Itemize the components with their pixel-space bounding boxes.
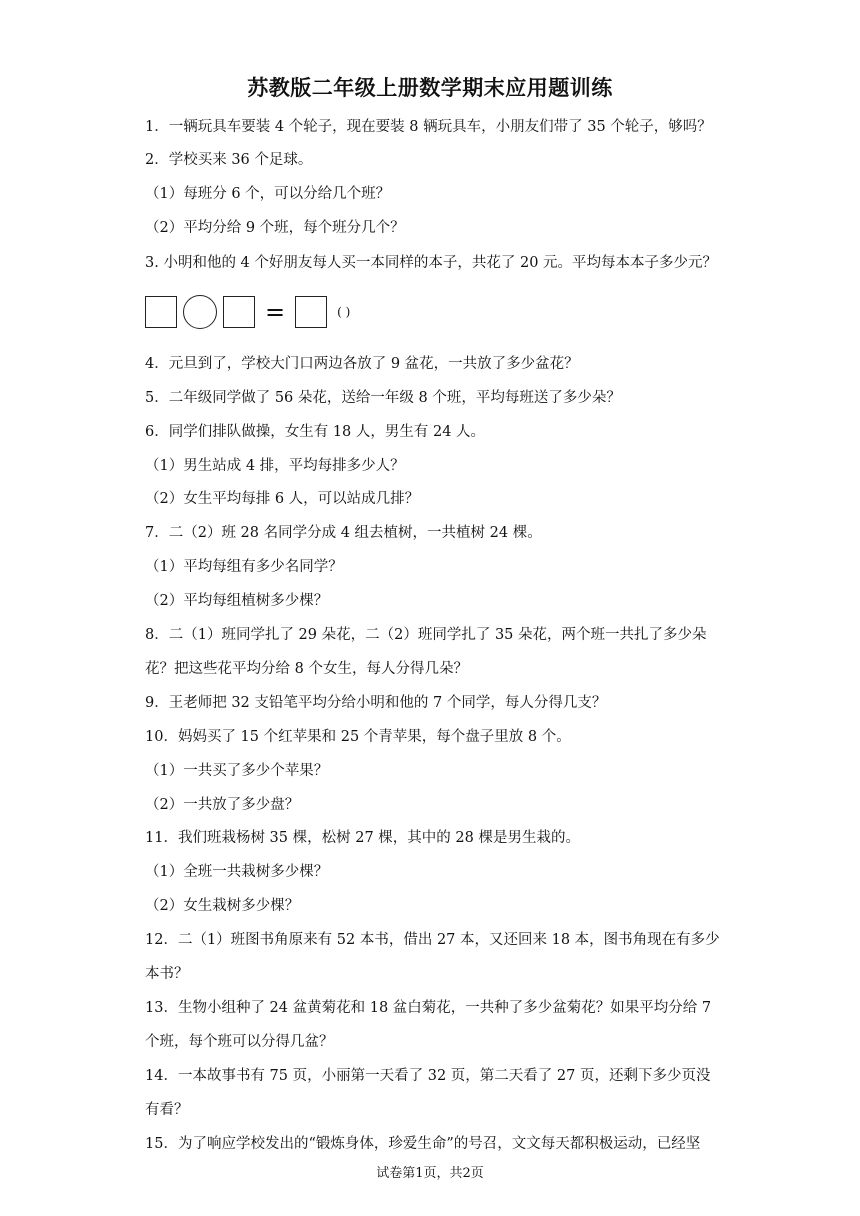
question-14-cont: 有看？ [145, 1102, 189, 1118]
question-2-part-2: （2）平均分给 9 个班，每个班分几个？ [145, 220, 405, 236]
question-11: 11．我们班栽杨树 35 棵，松树 27 棵，其中的 28 棵是男生栽的。 [145, 830, 580, 846]
question-6-part-1: （1）男生站成 4 排，平均每排多少人？ [145, 458, 405, 474]
question-4: 4．元旦到了，学校大门口两边各放了 9 盆花，一共放了多少盆花？ [145, 356, 579, 372]
answer-box[interactable] [145, 296, 177, 328]
equals-sign: = [265, 298, 286, 326]
question-2: 2．学校买来 36 个足球。 [145, 152, 313, 168]
unit-parentheses: ( ) [337, 305, 351, 319]
question-8-cont: 花？把这些花平均分给 8 个女生，每人分得几朵？ [145, 661, 468, 677]
question-2-part-1: （1）每班分 6 个，可以分给几个班？ [145, 186, 391, 202]
question-6: 6．同学们排队做操，女生有 18 人，男生有 24 人。 [145, 424, 486, 440]
page-footer: 试卷第1页，共2页 [376, 1166, 484, 1181]
question-10: 10．妈妈买了 15 个红苹果和 25 个青苹果，每个盘子里放 8 个。 [145, 729, 571, 745]
question-15: 15．为了响应学校发出的“锻炼身体，珍爱生命”的号召，文文每天都积极运动，已经坚 [145, 1136, 701, 1152]
question-7-part-1: （1）平均每组有多少名同学？ [145, 559, 343, 575]
question-3: 3. 小明和他的 4 个好朋友每人买一本同样的本子，共花了 20 元。平均每本本子多少元？ [145, 255, 718, 271]
equation-template [145, 294, 350, 330]
operator-circle[interactable] [183, 295, 217, 329]
question-10-part-2: （2）一共放了多少盘？ [145, 797, 300, 813]
question-14: 14．一本故事书有 75 页，小丽第一天看了 32 页，第二天看了 27 页，还剩下多少页没 [145, 1068, 711, 1084]
question-13-cont: 个班，每个班可以分得几盆？ [145, 1034, 334, 1050]
page-title: 苏教版二年级上册数学期末应用题训练 [247, 76, 613, 100]
answer-box[interactable] [223, 296, 255, 328]
question-7-part-2: （2）平均每组植树多少棵？ [145, 593, 329, 609]
question-11-part-1: （1）全班一共栽树多少棵？ [145, 864, 329, 880]
question-12: 12．二（1）班图书角原来有 52 本书，借出 27 本，又还回来 18 本，图书角现在有多少 [145, 932, 720, 948]
question-6-part-2: （2）女生平均每排 6 人，可以站成几排？ [145, 491, 420, 507]
question-5: 5．二年级同学做了 56 朵花，送给一年级 8 个班，平均每班送了多少朵？ [145, 390, 621, 406]
answer-box[interactable] [295, 296, 327, 328]
question-12-cont: 本书？ [145, 966, 189, 982]
question-1: 1．一辆玩具车要装 4 个轮子，现在要装 8 辆玩具车，小朋友们带了 35 个轮子，够吗？ [145, 119, 712, 135]
question-9: 9．王老师把 32 支铅笔平均分给小明和他的 7 个同学，每人分得几支？ [145, 695, 607, 711]
question-11-part-2: （2）女生栽树多少棵？ [145, 898, 300, 914]
question-13: 13．生物小组种了 24 盆黄菊花和 18 盆白菊花，一共种了多少盆菊花？如果平均分给 7 [145, 1000, 712, 1016]
question-7: 7．二（2）班 28 名同学分成 4 组去植树，一共植树 24 棵。 [145, 525, 542, 541]
question-10-part-1: （1）一共买了多少个苹果？ [145, 763, 329, 779]
question-8: 8．二（1）班同学扎了 29 朵花，二（2）班同学扎了 35 朵花，两个班一共扎了多少朵 [145, 627, 707, 643]
